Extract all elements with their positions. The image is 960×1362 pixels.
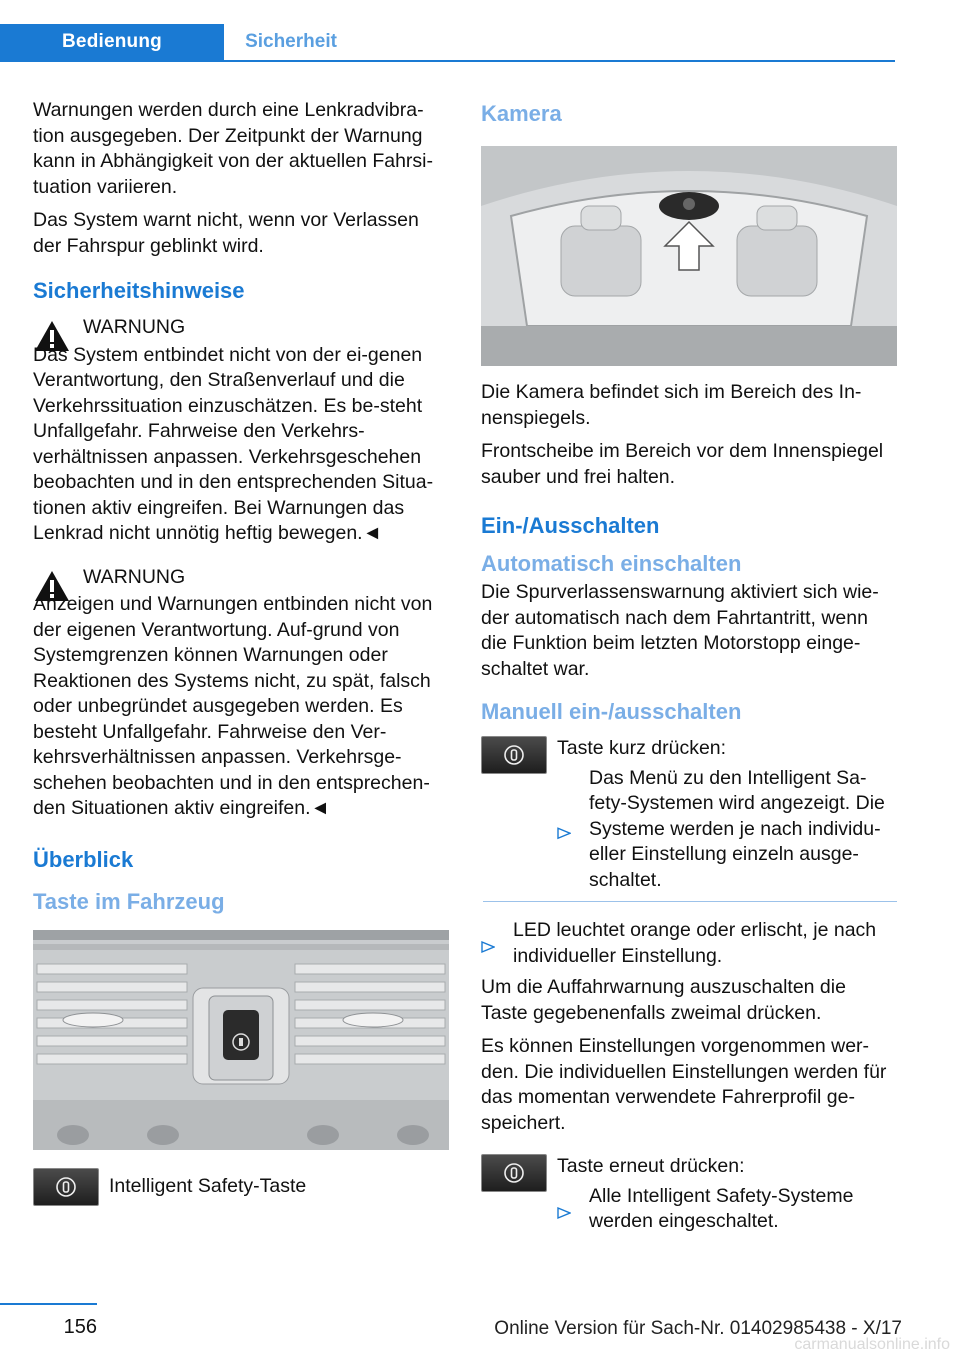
list-item [557, 766, 897, 894]
warning-1-label: WARNUNG [83, 316, 186, 338]
warning-1-text: Das System entbindet nicht von der ei-genen Verantwortung, den Straßenverlauf und die Verkehrssituation einzuschätzen. Es be-steht Unfallgefahr. Fahrweise den Verkehrs-verhältnissen anpassen. Verkehrsgeschehen beobachten und in den entsprechenden Situa-tionen aktiv eingreifen. Bei Warnungen das Lenkrad nicht unnötig heftig bewegen.◄ [33, 343, 434, 544]
intelligent-safety-button-row [33, 1168, 449, 1206]
press-short-label: Taste kurz drücken: [557, 737, 727, 759]
collision-warning-text: Um die Auffahrwarnung auszuschalten die Taste gegebenenfalls zweimal drücken. [481, 976, 846, 1024]
heading-camera: Kamera [481, 101, 562, 126]
heading-safety-notes: Sicherheitshinweise [33, 278, 245, 303]
safety-button-icon [503, 1162, 525, 1184]
safety-button-icon [55, 1176, 77, 1198]
paragraph-vibration: Warnungen werden durch eine Lenkradvibra-tion ausgegeben. Der Zeitpunkt der Warnung kann in Abhängigkeit von der aktuellen Fahrsi-tuation variieren. [33, 99, 433, 198]
press-again-list [557, 1184, 897, 1235]
heading-auto-on: Automatisch einschalten [481, 551, 742, 576]
list-item-text: Das Menü zu den Intelligent Sa-fety-Systemen wird angezeigt. Die Systeme werden je nach individu-eller Einstellung einzeln ausge-schaltet. [589, 766, 885, 891]
right-column [481, 100, 897, 1249]
settings-text: Es können Einstellungen vorgenommen wer-den. Die individuellen Einstellungen werden für das momentan verwendete Fahrerprofil ge-speichert. [481, 1035, 887, 1134]
list-divider [483, 901, 897, 902]
list-item-text: Alle Intelligent Safety-Systeme werden eingeschaltet. [589, 1184, 854, 1232]
dashboard-button-photo [33, 930, 449, 1150]
dashboard-illustration [33, 930, 449, 1150]
led-list [481, 918, 897, 969]
list-item [557, 1184, 897, 1235]
triangle-bullet-icon [557, 773, 571, 894]
press-again-label: Taste erneut drücken: [557, 1155, 745, 1177]
intelligent-safety-button[interactable] [33, 1168, 99, 1206]
triangle-bullet-icon [557, 1191, 571, 1235]
safety-button-icon [503, 744, 525, 766]
short-press-row [481, 736, 897, 910]
warning-block-2 [33, 565, 449, 822]
heading-button-in-vehicle: Taste im Fahrzeug [33, 888, 225, 914]
warning-block-1 [33, 315, 449, 547]
camera-photo [481, 146, 897, 366]
windshield-illustration [481, 146, 897, 366]
intelligent-safety-button[interactable] [481, 1154, 547, 1192]
left-column [33, 98, 449, 1214]
heading-on-off: Ein-/Ausschalten [481, 513, 660, 538]
online-version-footer: Online Version für Sach-Nr. 01402985438 - X/17 [494, 1318, 902, 1339]
camera-location-text: Die Kamera befindet sich im Bereich des In-nenspiegels. [481, 381, 862, 429]
page-number: 156 [63, 1316, 97, 1338]
button-caption: Intelligent Safety-Taste [109, 1174, 307, 1197]
intelligent-safety-button[interactable] [481, 736, 547, 774]
tab-bedienung[interactable]: Bedienung [0, 24, 224, 60]
list-item-text: LED leuchtet orange oder erlischt, je nach individueller Einstellung. [513, 919, 877, 967]
warning-2-label: WARNUNG [83, 565, 186, 588]
warning-2-text: Anzeigen und Warnungen entbinden nicht von der eigenen Verantwortung. Auf-grund von Systemgrenzen können Warnungen oder Reaktionen des Systems nicht, zu spät, falsch oder unbegründet ausgegeben werden. Es besteht Unfallgefahr. Fahrweise den Ver-kehrsverhältnissen anpassen. Verkehrsge-schehen beobachten und in den entsprechen-den Situationen aktiv eingreifen.◄ [33, 593, 433, 819]
heading-manual-on-off: Manuell ein-/ausschalten [481, 699, 742, 724]
list-item [481, 918, 897, 969]
paragraph-no-warning: Das System warnt nicht, wenn vor Verlassen der Fahrspur geblinkt wird. [33, 209, 419, 257]
heading-overview: Überblick [33, 846, 134, 872]
windshield-clean-text: Frontscheibe im Bereich vor dem Innenspiegel sauber und frei halten. [481, 440, 884, 488]
page-number-rule [0, 1303, 97, 1305]
short-press-list [557, 766, 897, 894]
press-again-row [481, 1154, 897, 1241]
header-divider [0, 60, 895, 62]
header-bar [0, 0, 895, 62]
watermark: carmanualsonline.info [794, 1336, 950, 1353]
triangle-bullet-icon [481, 925, 495, 969]
auto-on-text: Die Spurverlassenswarnung aktiviert sich wie-der automatisch nach dem Fahrtantritt, wenn die Funktion beim letzten Motorstopp einge-schaltet war. [481, 581, 879, 680]
tab-sicherheit[interactable]: Sicherheit [245, 31, 337, 52]
